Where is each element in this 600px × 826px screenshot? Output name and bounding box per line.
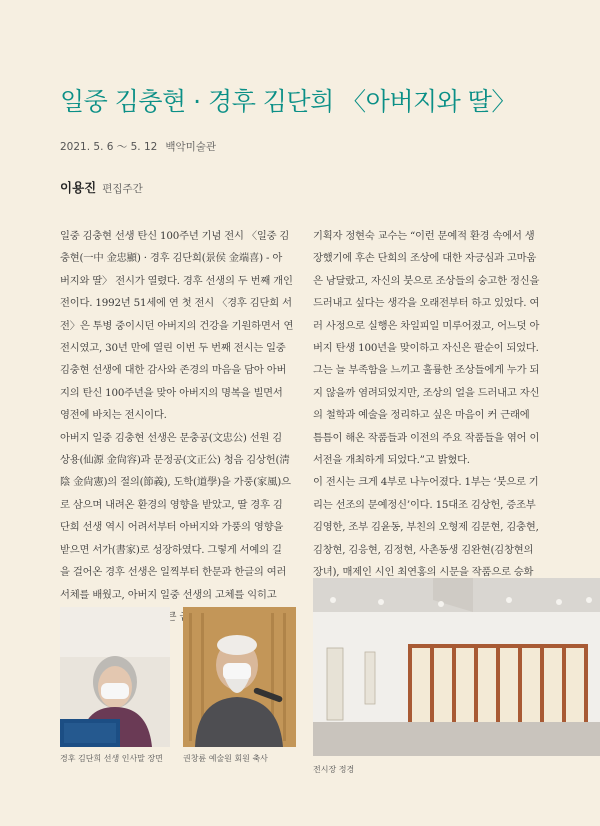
caption-photo2: 권창륜 예술원 회원 축사 — [183, 754, 268, 763]
text-line: 김창현, 김응현, 김정현, 사촌동생 김완현(김창현의 — [313, 543, 534, 556]
text-line: 지의 탄신 100주년을 맞아 아버지의 명복을 빌면서 — [60, 386, 283, 399]
text-line: 충현(一中 金忠顯) · 경후 김단희(景侯 金端喜) - 아 — [60, 252, 283, 265]
caption-photo1: 경후 김단희 선생 인사말 장면 — [60, 754, 163, 763]
text-line: 받으면 서가(書家)로 성장하였다. 그렇게 서예의 길 — [60, 543, 282, 556]
text-line: 陰 金尙憲)의 절의(節義), 도학(道學)을 가풍(家風)으 — [60, 476, 291, 489]
article-column-right — [313, 225, 543, 584]
text-line: 리는 선조의 문예정신’이다. 15대조 김상헌, 증조부 — [313, 498, 536, 511]
text-line: 전이다. 1992년 51세에 연 첫 전시 〈경후 김단희 서 — [60, 297, 292, 310]
text-line: 장했기에 후손 단희의 조상에 대한 자긍심과 고마움 — [313, 252, 537, 265]
article-column-left — [60, 225, 297, 628]
text-line: 은 남달랐고, 자신의 붓으로 조상들의 숭고한 정신을 — [313, 274, 540, 287]
text-line: 일중 김충현 선생 탄신 100주년 기념 전시 〈일중 김 — [60, 230, 290, 242]
caption-photo3: 전시장 정경 — [313, 765, 355, 774]
photo-congratulatory-speech — [183, 607, 296, 747]
page-title: 일중 김충현 · 경후 김단희 〈아버지와 딸〉 — [60, 87, 516, 116]
photo-exhibition-hall — [313, 578, 600, 756]
text-line: 장녀), 매제인 시인 최연홍의 시문을 작품으로 승화 — [313, 566, 534, 579]
text-line: 서전을 개최하게 되었다.”고 밝혔다. — [313, 454, 470, 467]
exhibition-venue: 백악미술관 — [165, 141, 217, 153]
text-line: 버지와 딸〉 전시가 열렸다. 경후 선생의 두 번째 개인 — [60, 274, 293, 287]
text-line: 전시였고, 30년 만에 열린 이번 두 번째 전시는 일중 — [60, 342, 286, 355]
text-line: 러 사정으로 실행은 차일피일 미루어졌고, 어느덧 아 — [313, 319, 540, 332]
text-line: 기획자 정현숙 교수는 “이런 문예적 환경 속에서 생 — [313, 230, 535, 242]
text-line: 의 철학과 예술을 정리하고 싶은 마음이 커 근래에 — [313, 409, 530, 422]
text-line: 드러내고 싶다는 생각을 오래전부터 하고 있었다. 여 — [313, 297, 540, 310]
text-line: 틈틈이 해온 작품들과 이전의 주요 작품들을 엮어 이 — [313, 431, 540, 444]
text-line: 서체를 배웠고, 아버지 일중 선생의 고체를 익히고 — [60, 588, 277, 601]
text-line: 큰 — [166, 610, 177, 623]
photo-kim-danhee-speech — [60, 607, 170, 747]
text-line: 로 삼으며 내려온 환경의 영향을 받았고, 딸 경후 김 — [60, 498, 283, 511]
text-line: 단희 선생 역시 어려서부터 아버지와 가풍의 영향을 — [60, 521, 284, 534]
text-line: 그는 늘 부족함을 느끼고 훌륭한 조상들에게 누가 되 — [313, 364, 540, 377]
exhibition-meta — [60, 139, 224, 154]
author-name: 이용진 — [60, 180, 97, 195]
text-line: 영전에 바치는 전시이다. — [60, 409, 167, 422]
text-line: 아버지 일중 김충현 선생은 문충공(文忠公) 선원 김 — [60, 431, 283, 444]
text-line: 버지 탄생 100년을 맞이하고 자신은 팔순이 되었다. — [313, 342, 539, 355]
text-line: 김충현 선생에 대한 감사와 존경의 마음을 담아 아버 — [60, 364, 287, 377]
text-line: 지 않을까 염려되었지만, 조상의 얼을 드러내고 자신 — [313, 386, 540, 399]
text-line: 이 전시는 크게 4부로 나누어졌다. 1부는 ‘붓으로 기 — [313, 476, 539, 489]
text-line: 김영한, 조부 김윤동, 부친의 오형제 김문현, 김충현, — [313, 521, 539, 534]
author-role: 편집주간 — [102, 183, 143, 195]
exhibition-date: 2021. 5. 6 ～ 5. 12 — [60, 141, 158, 153]
text-line: 을 걸어온 경후 선생은 일찍부터 한문과 한글의 여러 — [60, 566, 287, 579]
text-line: 전〉은 투병 중이시던 아버지의 건강을 기원하면서 연 — [60, 319, 294, 332]
text-line: 상용(仙源 金尙容)과 문정공(文正公) 청음 김상헌(淸 — [60, 454, 290, 467]
author-line — [60, 177, 143, 196]
